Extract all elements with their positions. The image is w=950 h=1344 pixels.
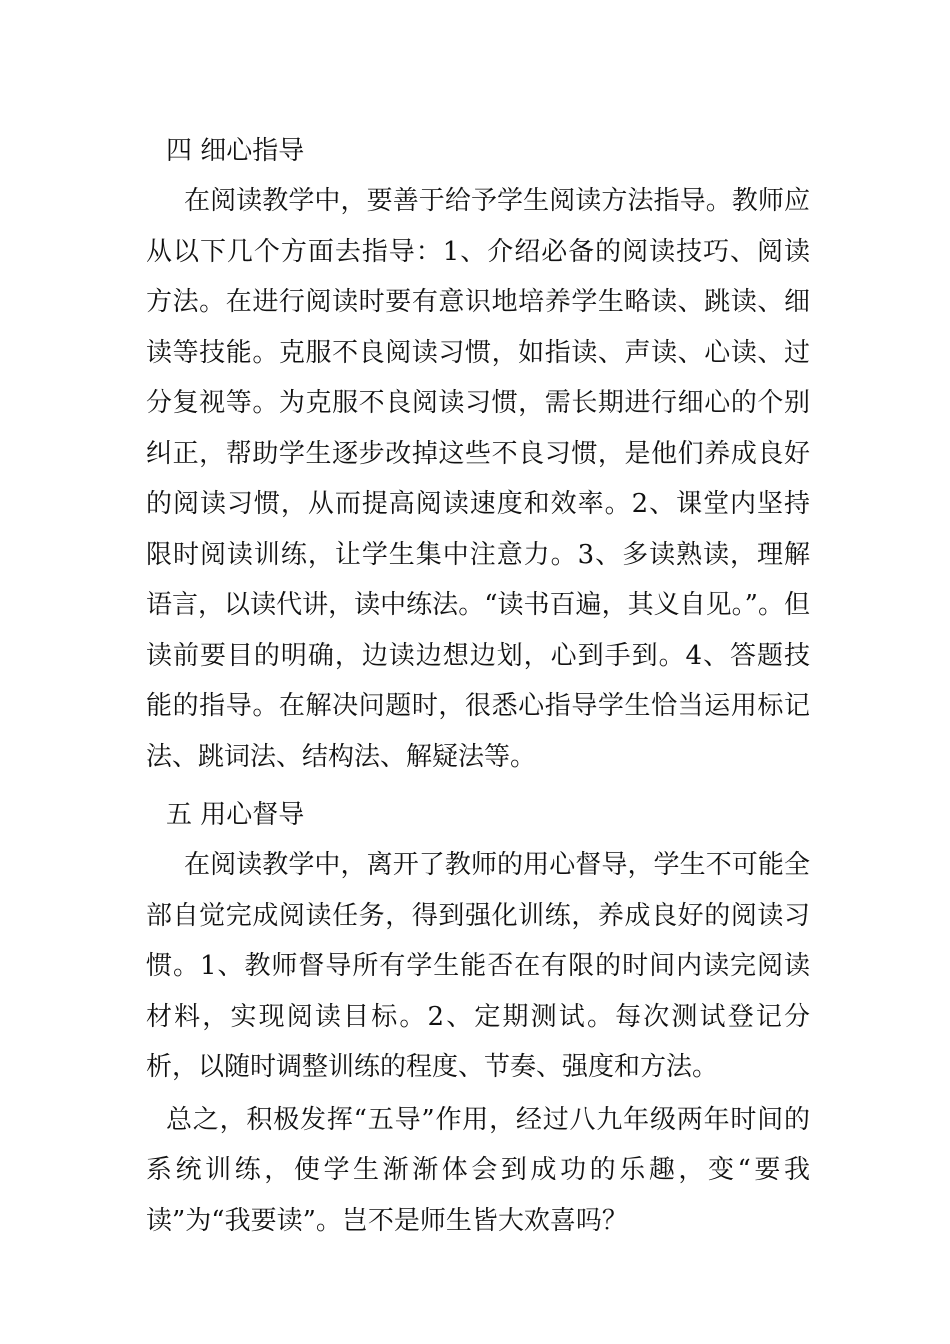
summary-paragraph: 总之，积极发挥“五导”作用，经过八九年级两年时间的系统训练，使学生渐渐体会到成功的乐趣，变“要我读”为“我要读”。岂不是师生皆大欢喜吗？ bbox=[146, 1104, 810, 1236]
section-paragraph-four: 在阅读教学中，要善于给予学生阅读方法指导。教师应从以下几个方面去指导：1、介绍必备的阅读技巧、阅读方法。在进行阅读时要有意识地培养学生略读、跳读、细读等技能。克服不良阅读习惯，如指读、声读、心读、过分复视等。为克服不良阅读习惯，需长期进行细心的个别纠正，帮助学生逐步改掉这些不良习惯，是他们养成良好的阅读习惯，从而提高阅读速度和效率。2、课堂内坚持限时阅读训练，让学生集中注意力。3、多读熟读，理解语言，以读代讲，读中练法。“读书百遍，其义自见。”。但读前要目的明确，边读边想边划，心到手到。4、答题技能的指导。在解决问题时，很悉心指导学生恰当运用标记法、跳词法、结构法、解疑法等。 bbox=[146, 186, 810, 772]
section-heading-five: 五 用心督导 bbox=[166, 800, 305, 830]
section-paragraph-five: 在阅读教学中，离开了教师的用心督导，学生不可能全部自觉完成阅读任务，得到强化训练，养成良好的阅读习惯。1、教师督导所有学生能否在有限的时间内读完阅读材料，实现阅读目标。2、定期测试。每次测试登记分析，以随时调整训练的程度、节奏、强度和方法。 bbox=[146, 850, 810, 1082]
section-heading-four: 四 细心指导 bbox=[166, 136, 305, 166]
document-page bbox=[146, 126, 810, 1246]
